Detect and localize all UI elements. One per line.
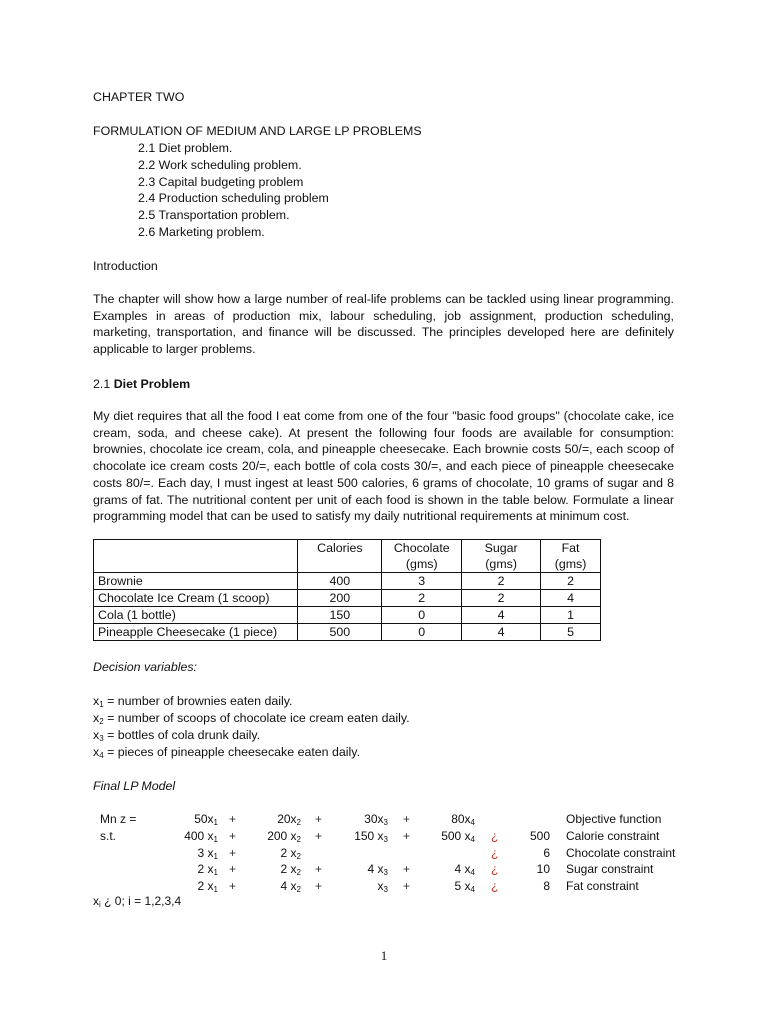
table-header-cell: Sugar (gms) [462,540,541,573]
decision-variable: $x_4$ = pieces of pineapple cheesecake eaten daily. [93,745,361,760]
intro-heading: Introduction [93,259,158,273]
table-row [94,624,601,641]
lp-description: Fat constraint [566,879,639,893]
lp-rhs: 6 [543,846,550,860]
plus-sign: + [229,846,237,860]
inequality-symbol: ¿ [491,862,499,876]
lp-term: 2 $x_2$ [280,862,301,877]
toc-item: 2.4 Production scheduling problem [138,191,329,205]
table-cell: 150 [298,607,382,624]
plus-sign: + [229,862,237,876]
intro-paragraph: The chapter will show how a large number of real-life problems can be tackled using linear programming. Examples in areas of production mix, labour scheduling, job assignment, production scheduling, marketing, transportation, and finance will be discussed. The principles developed here are definitely applicable to larger problems. [93,292,674,357]
plus-sign: + [403,812,411,826]
table-row [94,573,601,590]
lp-term: 2 $x_2$ [280,846,301,861]
lp-term: $50x_1$ [194,812,218,827]
decision-variable: $x_1$ = number of brownies eaten daily. [93,694,293,709]
plus-sign: + [403,829,411,843]
plus-sign: + [315,812,323,826]
plus-sign: + [315,862,323,876]
toc-item: 2.5 Transportation problem. [138,208,290,222]
decision-variable: $x_2$ = number of scoops of chocolate ice cream eaten daily. [93,711,410,726]
table-cell: Cola (1 bottle) [94,607,298,624]
lp-term: 2 $x_1$ [197,862,218,877]
model-heading: Final LP Model [93,779,176,793]
table-cell: 1 [541,607,601,624]
table-cell: Pineapple Cheesecake (1 piece) [94,624,298,641]
toc-item: 2.3 Capital budgeting problem [138,175,304,189]
toc-item: 2.2 Work scheduling problem. [138,158,302,172]
table-cell: 2 [462,590,541,607]
lp-description: Chocolate constraint [566,846,676,860]
lp-rhs: 8 [543,879,550,893]
table-cell: 400 [298,573,382,590]
table-cell: 4 [462,607,541,624]
table-cell: 5 [541,624,601,641]
table-header-row [94,540,601,573]
diet-heading-title: Diet Problem [113,377,191,391]
plus-sign: + [403,879,411,893]
table-header-cell: Fat (gms) [541,540,601,573]
table-cell: 4 [541,590,601,607]
table-header-cell [94,540,298,573]
lp-description: Calorie constraint [566,829,660,843]
plus-sign: + [403,862,411,876]
chapter-title: CHAPTER TWO [93,90,185,104]
lp-rhs: 500 [529,829,550,843]
lp-description: Objective function [566,812,662,826]
table-cell: 500 [298,624,382,641]
lp-term: 2 $x_1$ [197,879,218,894]
inequality-symbol: ¿ [491,879,499,893]
lp-term: 4 $x_2$ [280,879,301,894]
section-heading: FORMULATION OF MEDIUM AND LARGE LP PROBLEMS [93,124,422,138]
table-cell: 2 [541,573,601,590]
lp-term: $20x_2$ [277,812,301,827]
lp-term: 200 $x_2$ [267,829,301,844]
lp-term: 4 $x_4$ [454,862,475,877]
table-row [94,590,601,607]
table-header-cell: Calories [298,540,382,573]
table-cell: 3 [382,573,462,590]
lp-row-label: s.t. [100,829,117,843]
table-header-cell: Chocolate (gms) [382,540,462,573]
inequality-symbol: ¿ [491,846,499,860]
diet-heading-number: 2.1 [93,377,111,391]
lp-term: 3 $x_1$ [197,846,218,861]
table-cell: 2 [462,573,541,590]
plus-sign: + [229,879,237,893]
inequality-symbol: ¿ [491,829,499,843]
lp-term: $x_3$ [377,879,388,894]
toc-item: 2.1 Diet problem. [138,141,233,155]
lp-term: 5 $x_4$ [454,879,475,894]
table-cell: 0 [382,624,462,641]
lp-term: 150 $x_3$ [354,829,388,844]
lp-row-label: Mn z = [100,812,137,826]
plus-sign: + [229,812,237,826]
decision-variable: $x_3$ = bottles of cola drunk daily. [93,728,261,743]
table-cell: 200 [298,590,382,607]
lp-term: $30x_3$ [364,812,388,827]
toc-item: 2.6 Marketing problem. [138,225,265,239]
table-cell: Chocolate Ice Cream (1 scoop) [94,590,298,607]
lp-term: 500 $x_4$ [441,829,475,844]
table-cell: 4 [462,624,541,641]
nutrition-table [93,539,601,641]
lp-rhs: 10 [536,862,550,876]
lp-term: $80x_4$ [451,812,475,827]
diet-heading [93,376,190,392]
plus-sign: + [315,879,323,893]
table-cell: Brownie [94,573,298,590]
lp-term: 400 $x_1$ [184,829,218,844]
plus-sign: + [229,829,237,843]
diet-paragraph: My diet requires that all the food I eat come from one of the four "basic food groups" (chocolate cake, ice cream, soda, and cheese cake). At present the following four foods are available for consumption: brownies, chocolate ice cream, cola, and pineapple cheesecake. Each brownie costs 50/=, each scoop of chocolate ice cream costs 20/=, each bottle of cola costs 30/=, and each piece of pineapple cheesecake costs 80/=. Each day, I must ingest at least 500 calories, 6 grams of chocolate, 10 grams of sugar and 8 grams of fat. The nutritional content per unit of each food is shown in the table below. Formulate a linear programming model that can be used to satisfy my daily nutritional requirements at minimum cost. [93,409,674,524]
plus-sign: + [315,829,323,843]
lp-description: Sugar constraint [566,862,654,876]
page-number: 1 [380,948,388,963]
table-row [94,607,601,624]
nonnegativity-constraint: $x_i$ ¿ 0; i = 1,2,3,4 [93,894,182,909]
table-cell: 0 [382,607,462,624]
lp-term: 4 $x_3$ [367,862,388,877]
table-cell: 2 [382,590,462,607]
decision-heading: Decision variables: [93,660,197,674]
